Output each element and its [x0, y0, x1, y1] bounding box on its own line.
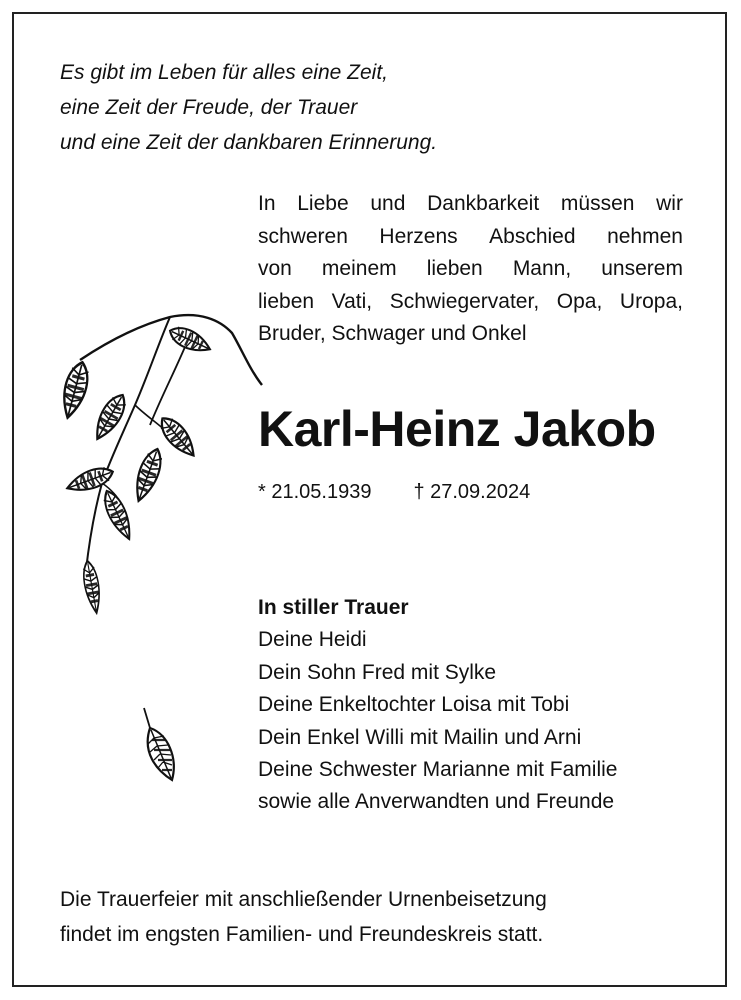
birth-date: * 21.05.1939: [258, 481, 372, 503]
mourner-entry: Deine Enkeltochter Loisa mit Tobi: [258, 693, 570, 717]
falling-leaf-icon: [130, 700, 190, 790]
word: Uropa,: [619, 289, 683, 313]
word: Opa,: [556, 289, 603, 313]
announcement-line: [258, 188, 683, 221]
word: Abschied: [489, 224, 576, 248]
announcement-text: [258, 188, 683, 351]
word: Vati,: [331, 289, 373, 313]
mourner-entry: Deine Heidi: [258, 628, 367, 652]
word: unserem: [601, 257, 683, 280]
birch-branch-icon: [50, 305, 270, 620]
deceased-name: Karl-Heinz Jakob: [258, 401, 656, 457]
word: nehmen: [607, 224, 683, 248]
mourner-entry: Dein Sohn Fred mit Sylke: [258, 660, 497, 684]
word: Herzens: [379, 224, 458, 248]
mourners-list: [258, 592, 617, 819]
word: schweren: [258, 224, 348, 248]
word: lieben: [258, 289, 315, 313]
mourner-entry: Deine Schwester Marianne mit Familie: [258, 758, 618, 782]
announcement-line: [258, 221, 683, 254]
ceremony-line: Die Trauerfeier mit anschließender Urnenbeisetzung: [60, 888, 547, 911]
life-dates: [258, 481, 530, 504]
mourners-heading: In stiller Trauer: [258, 596, 409, 619]
motto-line: Es gibt im Leben für alles eine Zeit,: [60, 61, 389, 84]
ceremony-line: findet im engsten Familien- und Freundeskreis statt.: [60, 923, 544, 946]
word: von: [258, 257, 292, 280]
motto-verse: [60, 55, 437, 160]
death-date: † 27.09.2024: [413, 481, 531, 503]
mourner-entry: sowie alle Anverwandten und Freunde: [258, 790, 615, 814]
announcement-line: [258, 286, 683, 319]
word: In: [258, 192, 276, 215]
word: Schwiegervater,: [389, 289, 540, 313]
motto-line: eine Zeit der Freude, der Trauer: [60, 96, 358, 119]
announcement-line: [258, 318, 683, 351]
word: wir: [656, 192, 683, 215]
word: lieben: [426, 257, 483, 280]
word: müssen: [560, 192, 635, 215]
motto-line: und eine Zeit der dankbaren Erinnerung.: [60, 131, 438, 154]
word: Bruder, Schwager und Onkel: [258, 322, 527, 345]
word: meinem: [321, 257, 397, 280]
mourner-entry: Dein Enkel Willi mit Mailin und Arni: [258, 725, 582, 749]
word: Liebe: [297, 192, 349, 215]
announcement-line: [258, 253, 683, 286]
word: und: [370, 192, 406, 215]
word: Dankbarkeit: [427, 192, 540, 215]
ceremony-notice: [60, 882, 547, 952]
word: Mann,: [512, 257, 572, 280]
